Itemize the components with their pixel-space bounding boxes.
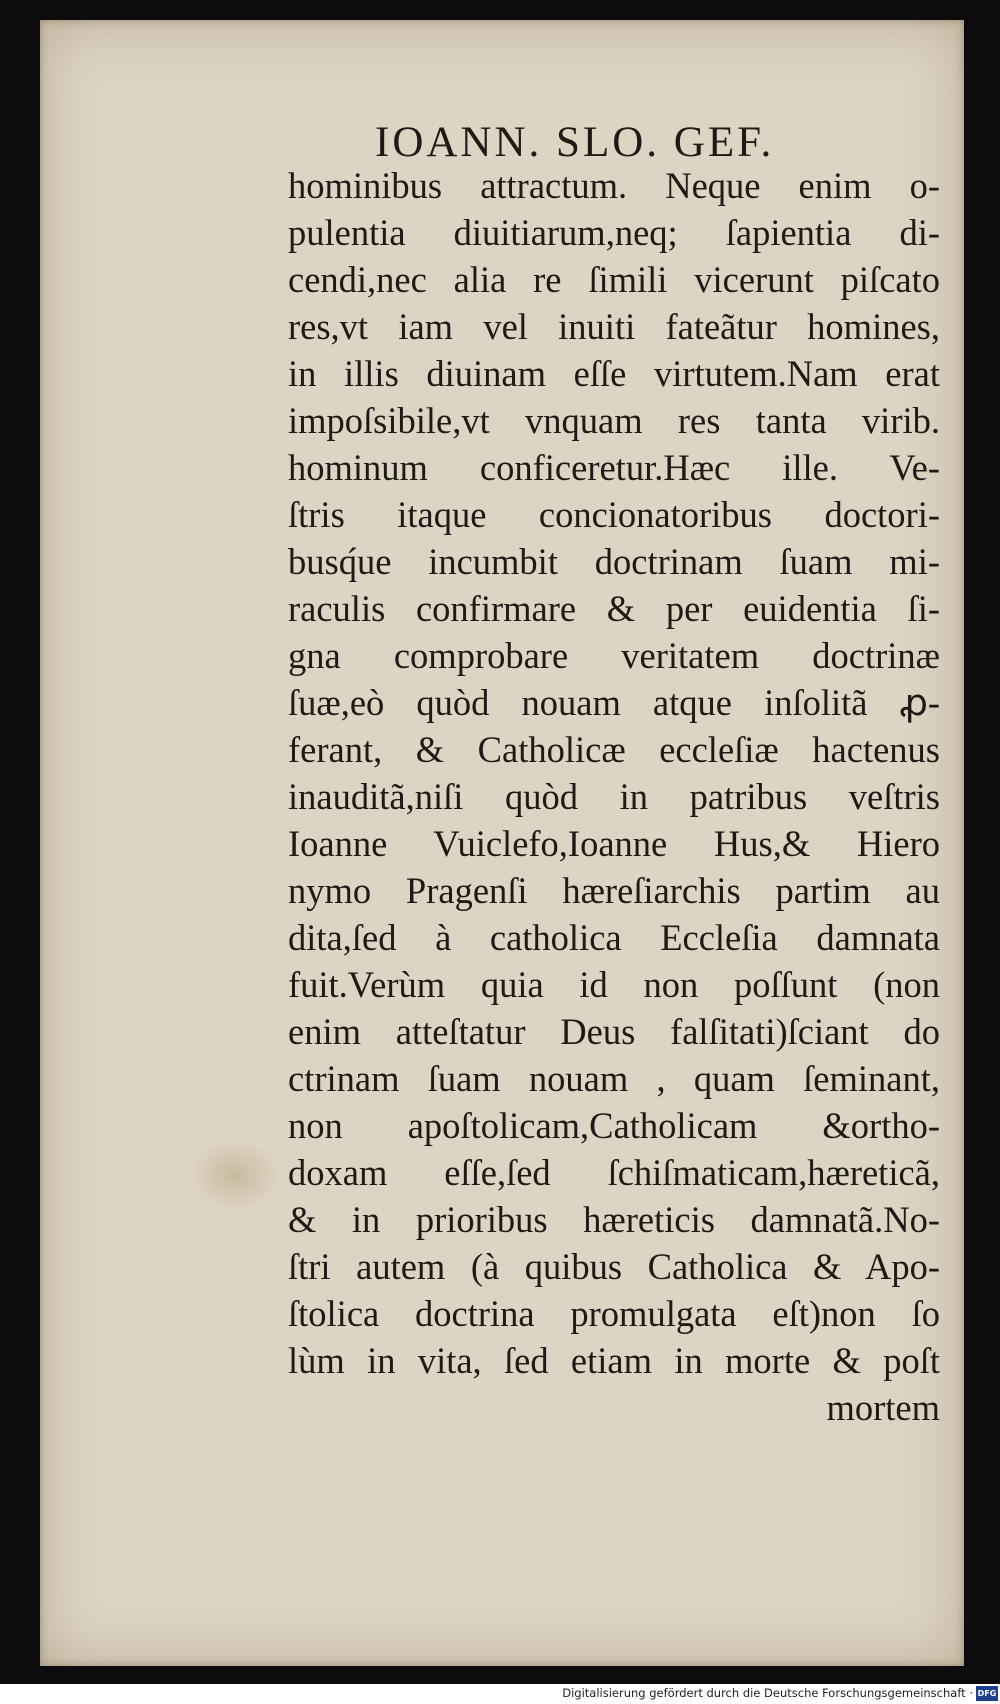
- running-head: IOANN. SLO. GEF.: [375, 119, 775, 166]
- catchword: mortem: [826, 1387, 940, 1428]
- text-line: raculis confirmare & per euidentia ſi-: [288, 588, 940, 629]
- text-line: res,vt iam vel inuiti fateãtur homines,: [288, 306, 940, 347]
- text-line: pulentia diuitiarum,neq; ſapientia di-: [288, 212, 940, 253]
- text-line: lùm in vita, ſed etiam in morte & poſt: [288, 1340, 940, 1381]
- text-line: ſtri autem (à quibus Catholica & Apo-: [288, 1246, 940, 1287]
- text-line: non apoſtolicam,Catholicam &ortho-: [288, 1105, 940, 1146]
- text-line: enim atteſtatur Deus falſitati)ſciant do: [288, 1011, 940, 1052]
- text-line: Ioanne Vuiclefo,Ioanne Hus,& Hiero: [288, 823, 940, 864]
- text-line: in illis diuinam eſſe virtutem.Nam erat: [288, 353, 940, 394]
- text-line: hominibus attractum. Neque enim o-: [288, 165, 940, 206]
- text-line: inauditã,niſi quòd in patribus veſtris: [288, 776, 940, 817]
- text-line: fuit.Verùm quia id non poſſunt (non: [288, 964, 940, 1005]
- text-line: ſtris itaque concionatoribus doctori-: [288, 494, 940, 535]
- paper-stain: [190, 1140, 280, 1210]
- text-line: impoſsibile,vt vnquam res tanta virib.: [288, 400, 940, 441]
- text-line: ferant, & Catholicæ eccleſiæ hactenus: [288, 729, 940, 770]
- text-line: gna comprobare veritatem doctrinæ: [288, 635, 940, 676]
- text-line: & in prioribus hæreticis damnatã.No-: [288, 1199, 940, 1240]
- text-line: cendi,nec alia re ſimili vicerunt piſcato: [288, 259, 940, 300]
- text-line: hominum conficeretur.Hæc ille. Ve-: [288, 447, 940, 488]
- text-line: busq́ue incumbit doctrinam ſuam mi-: [288, 541, 940, 582]
- text-line: dita,ſed à catholica Eccleſia damnata: [288, 917, 940, 958]
- digitization-credit: Digitalisierung gefördert durch die Deutsche Forschungsgemeinschaft ·: [562, 1686, 973, 1700]
- text-line: ſuæ,eò quòd nouam atque inſolitã ꝓ-: [288, 682, 940, 723]
- text-line: ctrinam ſuam nouam , quam ſeminant,: [288, 1058, 940, 1099]
- text-line: nymo Pragenſi hæreſiarchis partim au: [288, 870, 940, 911]
- body-text: [288, 162, 940, 1431]
- text-line: doxam eſſe,ſed ſchiſmaticam,hæreticã,: [288, 1152, 940, 1193]
- dfg-logo-icon: DFG: [976, 1686, 998, 1701]
- text-line: ſtolica doctrina promulgata eſt)non ſo: [288, 1293, 940, 1334]
